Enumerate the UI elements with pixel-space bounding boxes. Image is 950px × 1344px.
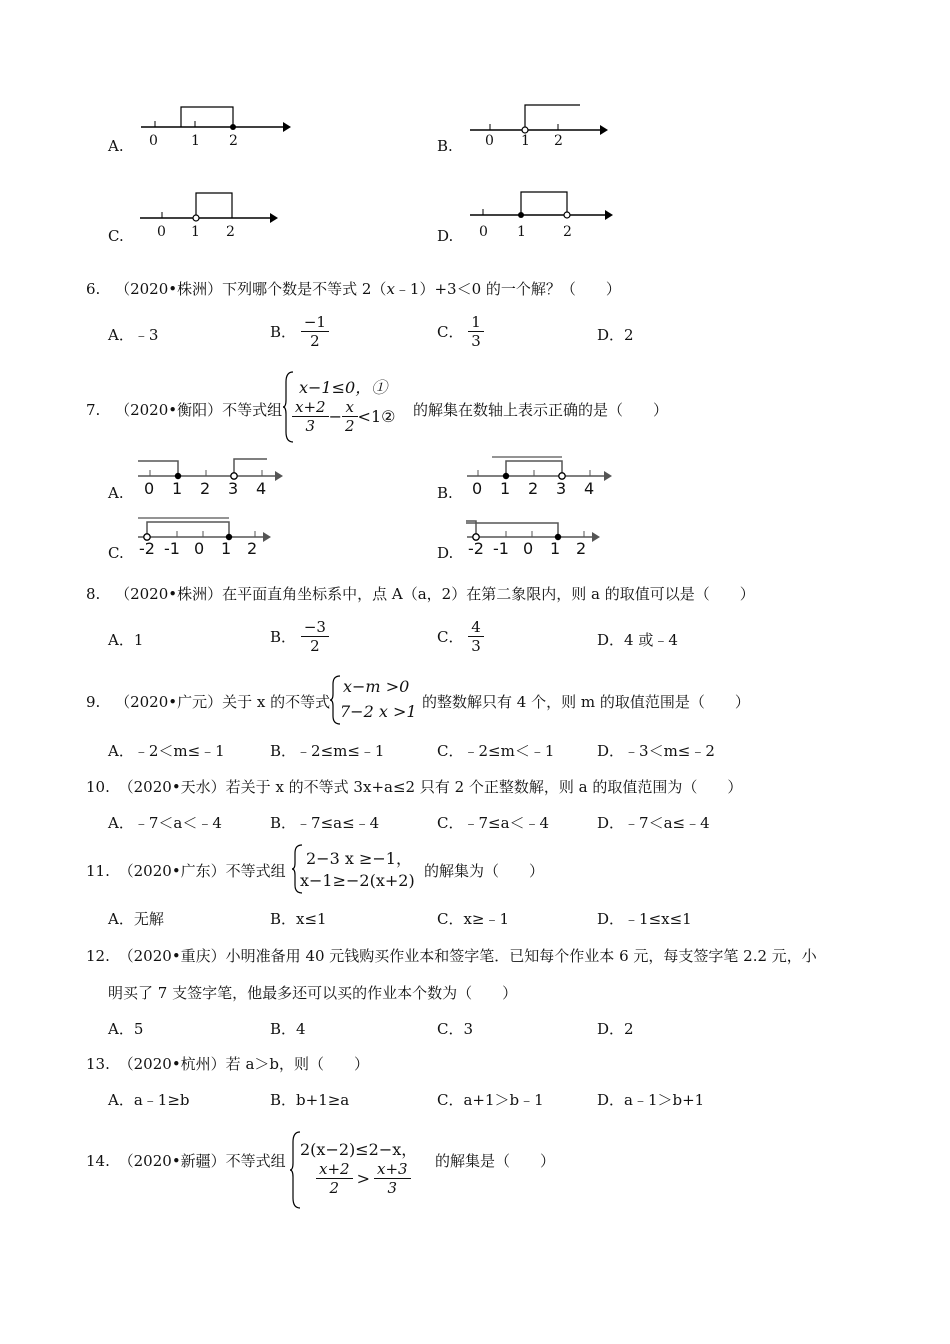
q9-option-d[interactable]: D．﹣3＜m≤﹣2 (597, 742, 715, 760)
question-source: （2020•广元） (115, 693, 223, 711)
question-12 (86, 945, 817, 966)
question-source: （2020•重庆） (118, 947, 226, 965)
option-label: C． (437, 323, 464, 341)
tick-label: 1 (172, 479, 183, 498)
q5-number-line-a (135, 98, 295, 158)
question-number: 10. (86, 778, 110, 796)
option-label: B． (270, 323, 297, 341)
q5-b-tick-2: 2 (554, 133, 563, 149)
question-10 (86, 776, 742, 797)
q9-option-c[interactable]: C．﹣2≤m＜﹣1 (437, 742, 555, 760)
question-source: （2020•广东） (118, 862, 226, 880)
fraction: $\frac{x+3}{3}$ (374, 1160, 411, 1197)
q5-option-a-label[interactable]: A. (108, 137, 124, 155)
q9-option-b[interactable]: B．﹣2≤m≤﹣1 (270, 742, 385, 760)
question-7-head (86, 399, 282, 420)
q5-c-tick-1: 1 (191, 224, 200, 240)
question-text-2: ﹣1）+3＜0 的一个解？（ ） (394, 280, 621, 298)
q7-option-d-label[interactable]: D. (437, 544, 454, 562)
q5-a-tick-2: 2 (229, 133, 238, 149)
q9-system-line2: 7−2 x >1 (340, 702, 417, 721)
tick-label: -1 (493, 539, 509, 558)
question-number: 11. (86, 862, 110, 880)
q13-option-a[interactable]: A．a﹣1≥b (108, 1091, 190, 1109)
option-label: C． (437, 628, 464, 646)
q5-option-d-label[interactable]: D. (437, 227, 454, 245)
q11-system-line2: x−1≥−2(x+2) (300, 871, 415, 890)
question-source: （2020•新疆） (118, 1152, 226, 1170)
q7-system-line2 (292, 398, 395, 435)
question-source: （2020•株洲） (115, 280, 223, 298)
q6-option-a[interactable]: A．﹣3 (108, 326, 159, 344)
question-text: 若 a＞b，则（ ） (225, 1055, 369, 1073)
q10-option-a[interactable]: A．﹣7＜a＜﹣4 (108, 814, 222, 832)
q11-option-a[interactable]: A．无解 (108, 910, 164, 928)
fraction: $\frac{4}{3}$ (468, 618, 484, 655)
q10-option-d[interactable]: D．﹣7＜a≤﹣4 (597, 814, 710, 832)
q5-option-b-label[interactable]: B. (437, 137, 453, 155)
question-prefix: 不等式组 (225, 1152, 286, 1170)
question-text: 小明准备用 40 元钱购买作业本和签字笔．已知每个作业本 6 元，每支签字笔 2.2 元，小 (225, 947, 817, 965)
question-number: 7. (86, 401, 101, 419)
q6-option-d[interactable]: D．2 (597, 326, 634, 344)
question-source: （2020•株洲） (115, 585, 223, 603)
q8-option-b[interactable] (270, 618, 329, 655)
question-number: 9. (86, 693, 101, 711)
tick-label: 2 (247, 539, 258, 558)
tick-label: 1 (500, 479, 511, 498)
question-source: （2020•衡阳） (115, 401, 223, 419)
tick-label: -2 (468, 539, 484, 558)
question-text: 在平面直角坐标系中，点 A（a，2）在第二象限内，则 a 的取值可以是（ ） (222, 585, 755, 603)
q12-option-b[interactable]: B．4 (270, 1020, 306, 1038)
tick-label: 1 (221, 539, 232, 558)
question-14-suffix: 的解集是（ ） (435, 1152, 556, 1170)
tick-label: 2 (528, 479, 539, 498)
question-var: x (386, 280, 395, 298)
tick-label: 0 (472, 479, 483, 498)
question-prefix: 不等式组 (222, 401, 283, 419)
greater-than-sign: > (356, 1169, 370, 1188)
fraction: $\frac{x+2}{2}$ (316, 1160, 353, 1197)
q5-d-tick-1: 1 (517, 224, 526, 240)
q7-option-a-label[interactable]: A. (108, 484, 124, 502)
tick-label: 0 (194, 539, 205, 558)
q11-system-line1: 2−3 x ≥−1， (306, 849, 412, 868)
q5-a-tick-1: 1 (191, 133, 200, 149)
tick-label: 4 (256, 479, 267, 498)
question-prefix: 关于 x 的不等式 (222, 693, 331, 711)
question-prefix: 不等式组 (225, 862, 286, 880)
tick-label: 3 (556, 479, 567, 498)
fraction: $\frac{1}{3}$ (468, 313, 484, 350)
q14-system-line1: 2(x−2)≤2−x， (300, 1140, 418, 1159)
question-source: （2020•天水） (118, 778, 226, 796)
q5-number-line-b (465, 98, 615, 158)
q13-option-d[interactable]: D．a﹣1＞b+1 (597, 1091, 705, 1109)
tick-label: 0 (144, 479, 155, 498)
tick-label: 1 (550, 539, 561, 558)
tick-label: 4 (584, 479, 595, 498)
q9-option-a[interactable]: A．﹣2＜m≤﹣1 (108, 742, 225, 760)
q10-option-b[interactable]: B．﹣7≤a≤﹣4 (270, 814, 380, 832)
option-label: B． (270, 628, 297, 646)
q11-option-d[interactable]: D．﹣1≤x≤1 (597, 910, 692, 928)
q6-option-b[interactable] (270, 313, 329, 350)
q5-number-line-d (465, 185, 620, 245)
q5-d-tick-2: 2 (563, 224, 572, 240)
question-number: 8. (86, 585, 101, 603)
tick-label: 3 (228, 479, 239, 498)
fraction: $\frac{x}{2}$ (342, 398, 358, 435)
tick-label: 0 (523, 539, 534, 558)
fraction: $\frac{-3}{2}$ (301, 618, 329, 655)
tick-label: -1 (164, 539, 180, 558)
tick-label: 2 (576, 539, 587, 558)
q7-option-c-label[interactable]: C. (108, 544, 124, 562)
question-text: 若关于 x 的不等式 3x+a≤2 只有 2 个正整数解，则 a 的取值范围为（ ） (225, 778, 743, 796)
q14-system-line2 (316, 1160, 411, 1197)
q11-option-c[interactable]: C．x≥﹣1 (437, 910, 510, 928)
question-text: 下列哪个数是不等式 2（ (222, 280, 387, 298)
q5-option-c-label[interactable]: C. (108, 227, 124, 245)
q6-option-c[interactable] (437, 313, 484, 350)
tick-label: 2 (200, 479, 211, 498)
question-number: 14. (86, 1152, 110, 1170)
q8-option-a[interactable]: A．1 (108, 631, 144, 649)
question-11-head (86, 860, 286, 881)
q9-system-line1: x−m >0 (343, 677, 410, 696)
q12-option-c[interactable]: C．3 (437, 1020, 474, 1038)
q12-option-d[interactable]: D．2 (597, 1020, 634, 1038)
tick-label: -2 (139, 539, 155, 558)
fraction: $\frac{x+2}{3}$ (292, 398, 329, 435)
q12-option-a[interactable]: A．5 (108, 1020, 144, 1038)
q7-system-line1: x−1≤0，① (299, 378, 388, 397)
q13-option-b[interactable]: B．b+1≥a (270, 1091, 350, 1109)
q11-option-b[interactable]: B．x≤1 (270, 910, 327, 928)
question-7-suffix: 的解集在数轴上表示正确的是（ ） (413, 401, 669, 419)
q13-option-c[interactable]: C．a+1＞b﹣1 (437, 1091, 544, 1109)
q5-a-tick-0: 0 (149, 133, 158, 149)
minus-sign: − (328, 407, 342, 426)
fraction: $\frac{-1}{2}$ (301, 313, 329, 350)
question-number: 12. (86, 947, 110, 965)
question-9-suffix: 的整数解只有 4 个，则 m 的取值范围是（ ） (422, 693, 750, 711)
q5-b-tick-0: 0 (485, 133, 494, 149)
question-6 (86, 278, 621, 299)
q7-option-b-label[interactable]: B. (437, 484, 453, 502)
question-9-head (86, 691, 330, 712)
inequality-rest: <1② (357, 407, 396, 426)
q8-option-d[interactable]: D．4 或﹣4 (597, 631, 678, 649)
question-11-suffix: 的解集为（ ） (424, 862, 545, 880)
q5-c-tick-0: 0 (157, 224, 166, 240)
q5-c-tick-2: 2 (226, 224, 235, 240)
q5-b-tick-1: 1 (521, 133, 530, 149)
question-14-head (86, 1150, 286, 1171)
q5-d-tick-0: 0 (479, 224, 488, 240)
question-number: 6. (86, 280, 101, 298)
question-12-line2: 明买了 7 支签字笔，他最多还可以买的作业本个数为（ ） (108, 984, 518, 1002)
question-8 (86, 583, 755, 604)
q8-option-c[interactable] (437, 618, 484, 655)
question-source: （2020•杭州） (118, 1055, 226, 1073)
question-13 (86, 1053, 369, 1074)
q10-option-c[interactable]: C．﹣7≤a＜﹣4 (437, 814, 550, 832)
question-number: 13. (86, 1055, 110, 1073)
